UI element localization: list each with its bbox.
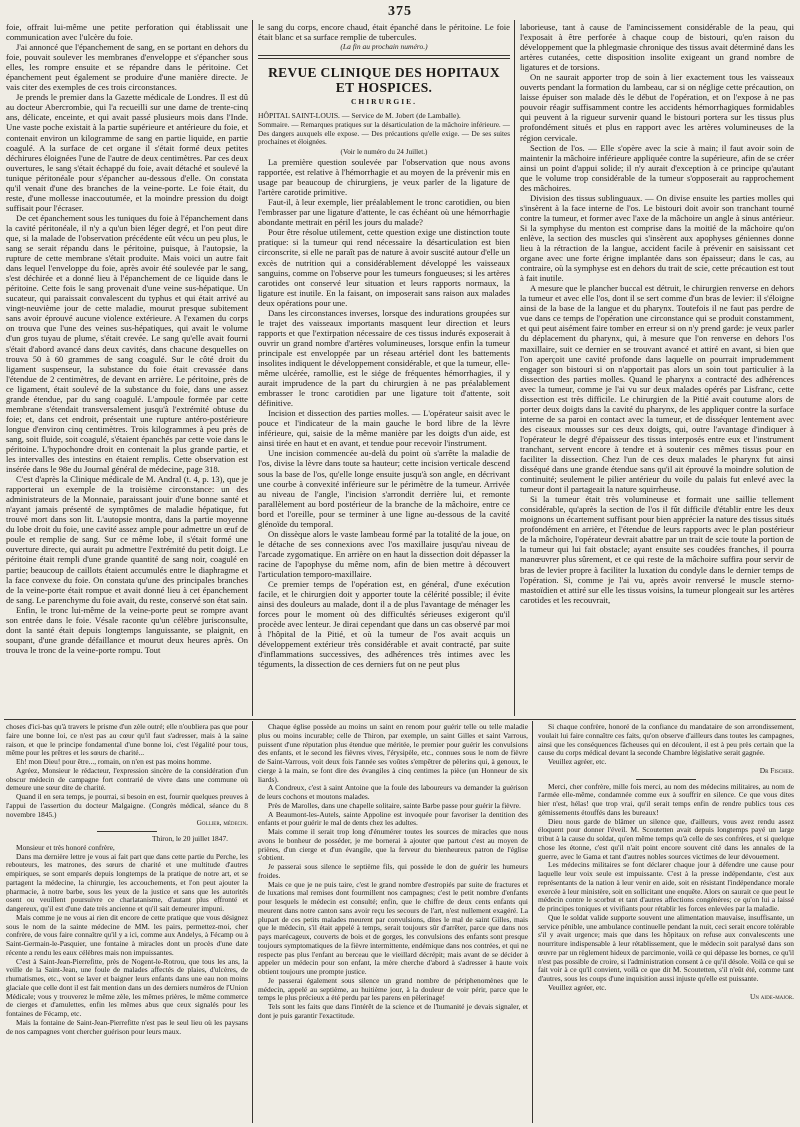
- paragraph: Veuillez agréer, etc.: [548, 757, 607, 766]
- separator: [97, 831, 157, 832]
- paragraph: Mais comme il serait trop long d'énumérer toutes les sources de miracles que nous avons le bonheur de posséder, je me bornerai à ajouter que partout c'est au moyen de prières, d'un cierge et d'un évangile, que la ferveur du bienheureux patron de l'église s'obtient.: [258, 827, 528, 863]
- salutation: Monsieur et très honoré confrère,: [16, 842, 115, 852]
- paragraph: Que le soldat valide supporte souvent une alimentation mauvaise, insuffisante, un service pénible, une ambulance continuelle pendant la nuit, ceci serait encore tolérable s'il y avait urgence; mais que dans les hôpitaux on refuse aux convalescents une nourriture indispensable à leur rétablissement, que le médecin soit paralysé dans son œuvre par un règlement hideux de parcimonie, voilà ce qui dépasse les bornes, ce qu'il n'est pas possible de croire, si l'administration consent à ce qu'il désole. Voilà ce qui se fait voir à ce qu'il convient, voilà ce que dit M. Scoutetten, s'il n'eût été, comme tant d'autres, sous les coups d'une inquisition aussi injuste qu'elle est puissante.: [538, 912, 794, 983]
- paragraph: choses d'ici-bas qu'à travers le prisme d'un zèle outré; elle n'oubliera pas que pour faire une bonne loi, ce n'est pas au cœur qu'il faut s'adresser, mais à la saine raison, et que le principe fondamental d'une bonne loi, c'est l'égalité pour tous, même pour les prêtres et les sœurs de charité...: [6, 723, 248, 758]
- paragraph: A Beaumont-les-Autels, sainte Appoline est invoquée pour favoriser la dentition des enfants et pour guérir le mal de dents chez les adultes.: [258, 809, 528, 828]
- paragraph: Dans ma dernière lettre je vous ai fait part que dans cette partie du Perche, les rebouteurs, les matrones, des sœurs de charité et une multitude d'autres empiriques, se sont emparés depuis longtemps de la pratique de notre art, et se partagent la médecine, la chirurgie, les accouchements, et l'on peut ajouter la pharmacie, à notre barbe, sous les yeux de la justice et sans que les autorités osent ou veuillent poursuivre ce charlatanisme, d'autant plus effronté et dangereux, qu'il est d'une date très ancienne et qu'il sait demeurer impuni.: [6, 851, 248, 913]
- bottom-column-3: [538, 723, 794, 1123]
- column-divider: [252, 20, 253, 716]
- paragraph: Je passerai sous silence le septième fils, qui possède le don de guérir les humeurs froides.: [258, 862, 528, 880]
- paragraph: le sang du corps, encore chaud, était épanché dans le péritoine. Le foie était blanc et sa surface remplie de tubercules.: [258, 22, 510, 43]
- paragraph: laborieuse, tant à cause de l'amincissement considérable de la peau, qui l'exposait à être perforée à chaque coup de bistouri, qu'en raison du développement que la phlegmasie chronique des tissus avait déterminé dans les artères cutanées, cette disposition insolite exigeant un grand nombre de ligatures et de torsions.: [520, 22, 794, 73]
- top-column-2: [258, 22, 510, 715]
- paragraph: Section de l'os. — Elle s'opère avec la scie à main; il faut avoir soin de maintenir la mâchoire inférieure appliquée contre la supérieure, afin de se créer ainsi un point d'appui solide; il n'y aurait d'exception à ce principe qu'autant que le volume trop considérable de la tumeur s'opposerait au rapprochement des mâchoires.: [520, 142, 794, 193]
- paragraph: La première question soulevée par l'observation que nous avons rapportée, est relative à l'hémorrhagie et au moyen de la prévenir mis en usage par beaucoup de chirurgiens, je veux parler de la ligature de l'artère carotide primitive.: [258, 157, 510, 198]
- paragraph: Si chaque confrère, honoré de la confiance du mandataire de son arrondissement, voulait lui faire connaître ces faits, qu'on observe d'ailleurs dans toutes les campagnes, ainsi que les conséquences fâcheuses qui en découlent, il est à peu près certain que la cause du corps médical devant la seconde Chambre législative serait gagnée.: [538, 723, 794, 758]
- paragraph: Eh! mon Dieu! pour être..., romain, on n'en est pas moins homme.: [16, 757, 212, 766]
- paragraph: Pour être résolue utilement, cette question exige une distinction toute pratique: si la tumeur qui rend nécessaire la désarticulation est bien circonscrite, si elle ne paraît pas de nature à avoir suscité autour d'elle un excès de nutrition qui a considérablement développé les vaisseaux sanguins, comme on l'observe pour les tumeurs fongueuses; si les artères carotides ont conservé leur situation et leurs rapports normaux, la ligature est inutile. En la faisant, on imposerait sans raison aux malades deux opérations pour une.: [258, 227, 510, 308]
- paragraph: Mais ce que je ne puis taire, c'est le grand nombre d'estropiés par suite de fractures et de luxations mal remises dont fourmillent nos campagnes; c'est le petit nombre d'enfants pour lesquels le médecin est consulté; enfin, que le chiffre de deux cents enfants qui meurent dans notre canton sans avoir reçu les secours de l'art, n'est nullement exagéré. La plupart de ces petits malades meurent par convulsions, dites le mal de saint Gilles, mais que le médecin, s'il était appelé à temps, serait toujours sûr d'arrêter, parce que dans nos pays marécageux, couverts de bois et de gorges, les convulsions des enfants sont presque toujours symptomatiques de la fièvre intermittente, endémique dans nos contrées, et qui ne respecte pas plus l'enfant au berceau que le vieillard décrépit; mais avant de se décider à appeler un médecin pour son enfant, la mère cherche d'abord à s'adresser à haute voix obtient toujours une prompte justice.: [258, 879, 528, 976]
- paragraph: Je prends le premier dans la Gazette médicale de Londres. Il est dû au docteur Abercrombie, qui l'a recueilli sur une dame de trente-cinq ans, délicate, enceinte, et qui avait passé plusieurs mois dans l'Inde. Une vaste poche existait à la partie supérieure et antérieure du foie, et contenait environ un kilogramme de sang en partie liquide, en partie coagulé. A la surface de cet organe il s'était formé deux petites déchirures éloignées l'une de l'autre de deux centimètres. Par ces deux ouvertures, le sang s'était échappé du foie, avait détaché et soulevé la tunique péritonéale pour s'épancher au-dessous d'elle. On constata qu'il venait d'une des branches de la veine-porte. Le foie était, du reste, d'une mollesse inaccoutumée, et la moindre pression du doigt suffisait pour l'écraser.: [6, 92, 248, 213]
- paragraph: Mais comme je ne vous ai rien dit encore de cette pratique que vous désignez sous le nom de la sainte médecine de MM. les pairs, permettez-moi, cher confrère, de vous faire connaître qu'il y a ici, comme aux Andelys, à Fécamp ou à Saint-Germain-le-Pasquier, une fontaine à miracles dont un procès d'une date récente a rendu les eaux célèbres mais non impuissantes.: [6, 912, 248, 957]
- paragraph: Enfin, le tronc lui-même de la veine-porte peut se rompre avant son entrée dans le foie. Vésale raconte qu'un célèbre jurisconsulte, dont la santé était depuis longtemps languissante, se plaignit, en soupant, d'une grande défaillance et mourut deux heures après. On trouva le tronc de la veine-porte rompu. Tout: [6, 604, 248, 655]
- column-divider: [514, 20, 515, 716]
- column-divider: [252, 721, 253, 1123]
- paragraph: C'est d'après la Clinique médicale de M. Andral (t. 4, p. 13), que je rapporterai un exemple de la troisième circonstance: un des administrateurs de la Monnaie, paraissant jouir d'une bonne santé et n'ayant jamais présenté de symptômes de maladie hépatique, fut trouvé mort dans son lit. L'autopsie montra, dans la partie moyenne du lobe droit du foie, une cavité assez ample pour admettre un œuf de poule et remplie de sang. Sur ce même lobe, il s'était formé une ouverture directe, qui aurait pu admettre l'extrémité du petit doigt. Le péritoine était rempli d'une grande quantité de sang noir, coagulé en partie; beaucoup de caillots étaient accumulés entre le diaphragme et la face convexe du foie. On constata qu'une des principales branches de la veine-porte était rompue et avait donné lieu à cet épanchement de sang. Le parenchyme du foie avait, du reste, conservé son état sain.: [6, 474, 248, 605]
- top-column-1: [6, 22, 248, 715]
- paragraph: C'est à Saint-Jean-Pierrefitte, près de Nogent-le-Rotrou, que tous les ans, la veille de la Saint-Jean, une foule de malades affectés de plaies, d'ulcères, de rhumatismes, etc., vont se laver et baigner leurs enfants dans une eau non moins glaciale que celle dont il est fait mention dans un des derniers numéros de l'Union Médicale; vous y trouverez le même zèle, les mêmes prières, le même commerce de cierges et d'amulettes, enfin les mêmes abus que ceux signalés pour les fontaines de Fécamp, etc.: [6, 956, 248, 1018]
- section-title: REVUE CLINIQUE DES HOPITAUX ET HOSPICES.: [268, 65, 500, 96]
- paragraph: Veuillez agréer, etc.: [548, 982, 607, 992]
- column-divider: [532, 721, 533, 1123]
- paragraph: Dieu nous garde de blâmer un silence que, d'ailleurs, vous avez rendu assez éloquent pour donner l'éveil. M. Scoutetten avait depuis longtemps payé un large tribut à la cause du soldat, qu'en même temps qu'à celle de ses confrères, et si quelque chose les étonne, c'est qu'il n'ait point encore souvent cité dans les annales de la guerre, avec le Gama et tant d'autres nobles sources victimes de leur dévouement.: [538, 816, 794, 861]
- paragraph: Mais la fontaine de Saint-Jean-Pierrefitte n'est pas le seul lieu où les paysans de nos campagnes vont chercher guérison pour leurs maux.: [6, 1017, 248, 1036]
- paragraph: Je passerai également sous silence un grand nombre de périphenomènes que le médecin, appelé au septième, au huitième jour, à la douleur de voir périr, parce que le temps le plus précieux a été perdu par les parens en pèlerinage!: [258, 975, 528, 1003]
- section-rule: [258, 55, 510, 59]
- bottom-column-2: [258, 723, 528, 1123]
- paragraph: Merci, cher confrère, mille fois merci, au nom des médecins militaires, au nom de l'armée elle-même, condamnée comme eux à souffrir en silence. Ce que vous dites hier n'est, hélas! que trop vrai, qu'il serait temps enfin de rendre publics tous ces gémissements étouffés dans les bureaux!: [538, 781, 794, 817]
- paragraph: Si la tumeur était très volumineuse et formait une saillie tellement considérable, qu'après la section de l'os il fût difficile d'établir entre les deux moignons un écartement suffisant pour bien apprécier la nature des tissus situés profondément en arrière, et l'étendue de leurs rapports avec le plan postérieur de la mâchoire, l'opérateur devrait abattre par un trait de scie toute la portion de la tumeur qui lui fait obstacle; ayant ensuite ses coudées franches, il pourra manœuvrer plus sûrement, et ce qui reste de la mâchoire suffira pour servir de bras de levier propre à faciliter la luxation du condyle dans le dernier temps de l'opération. Si, comme je l'ai vu, après avoir renversé le muscle sterno-mastoïdien et attiré sur elle les tissus voisins, la tumeur plongeait sur les artères carotides et les recouvrait,: [520, 494, 794, 605]
- paragraph: Faut-il, à leur exemple, lier préalablement le tronc carotidien, ou bien l'embrasser par une ligature d'attente, le cas échéant où une hémorrhagie abondante mettrait en péril les jours du malade?: [258, 197, 510, 228]
- hospital-line: HÔPITAL SAINT-LOUIS. — Service de M. Jobert (de Lamballe).: [258, 111, 461, 121]
- section-subtitle: CHIRURGIE.: [350, 97, 418, 107]
- paragraph: De cet épanchement sous les tuniques du foie à l'épanchement dans la cavité péritonéale, il n'y a qu'un bien léger degré, et l'on peut dire que, si la malade de l'observation précédente eût vécu un peu plus, le sang se serait répandu dans le péritoine, puisque, à l'autopsie, la rupture de cette membrane s'était produite. Mais voici un autre fait dans lequel l'enveloppe du foie, après avoir été soulevée par le sang, s'est déchirée et a donné lieu à l'épanchement de ce liquide dans le péritoine. Cette fois le sang provenait d'une veine sus-hépatique. Un sucateur, qui paraissait convalescent du typhus et qui était arrivé au vingt-neuvième jour de cette maladie, mourut presque subitement sans avoir éprouvé aucune violence extérieure. A l'examen du corps on trouva que l'une des veines sus-hépatiques, qui avait le volume d'un gros tuyau de plume, s'était crevée. Le sang qu'elle avait fourni s'était d'abord avancé dans deux cavités, dans chacune desquelles on trouva 50 à 60 grammes de sang coagulé. Sur le côté droit du ligament suspenseur, la substance du foie était crevassée dans l'étendue de 2 centimètres, de devant en arrière. Le péritoine, près de ce ligament, était soulevé de la substance du foie, dans une assez grande étendue, par du sang coagulé. L'ampoule formée par cette membrane s'étendait transversalement jusqu'à l'extrémité obtuse du foie; et, dans cet endroit, présentait une rupture antéro-postérieure longue d'environ cinq centimètres. Trois kilogrammes à peu près de sang, soit fluide, soit coagulé, s'étaient épanchés par cette voie dans le péritoine. L'hypochondre droit en contenait la plus grande partie, et les intervalles des intestins en étaient remplis. Cette observation est insérée dans le 98e du Journal général de médecine, page 318.: [6, 212, 248, 475]
- paragraph: A Condreux, c'est à saint Antoine que la foule des laboureurs va demander la guérison de leurs cochons et moutons malades.: [258, 783, 528, 801]
- paragraph: Ce premier temps de l'opération est, en général, d'une exécution facile, et le chirurgien doit y apporter toute la célérité possible; il évite ainsi des douleurs au malade, dont il a de plus l'avantage de ménager les forces pour le moment où des difficultés sérieuses exigeront qu'il procède avec lenteur. Je dirai cependant que dans un cas observé par moi à l'hôpital de la Pitié, et où la tumeur de l'os avait acquis un développement extérieur très considérable et avait contracté, par suite d'inflammations successives, des adhérences très intimes avec les téguments, la dissection de ces derniers fut on ne peut plus: [258, 579, 510, 670]
- continued-note: (La fin au prochain numéro.): [340, 42, 428, 52]
- paragraph: Une incision commencée au-delà du point où s'arrête la maladie de l'os, divise la lèvre dans toute sa hauteur; cette incision verticale descend sous la base de l'os, qu'elle longe ensuite jusqu'à son angle, en décrivant une courbe à convexité inférieure sur le périmètre de la tumeur. Arrivée au niveau de l'angle, l'incision s'arrondit derrière lui, et remonte parallèlement au bord postérieur de la branche de la mâchoire, entre ce bord et l'oreille, pour se terminer à une ligne au-dessous de la cavité glénoïde du temporal.: [258, 448, 510, 529]
- paragraph: Tels sont les faits que dans l'intérêt de la science et de l'humanité je devais signaler, et dont je puis garantir l'exactitude.: [258, 1002, 528, 1020]
- summary: Sommaire. — Remarques pratiques sur la désarticulation de la mâchoire inférieure. — Des dangers auxquels elle expose. — Des précautions qu'elle exige. — De ses suites prochaines et éloignées.: [258, 121, 510, 147]
- signature: Dr Fischer.: [759, 765, 794, 775]
- paragraph: Incision et dissection des parties molles. — L'opérateur saisit avec le pouce et l'indicateur de la main gauche le bord libre de la lèvre inférieure, qui, saisie de la même manière par les doigts d'un aide, est ainsi tirée en haut et en avant, et tendue pour recevoir l'instrument.: [258, 408, 510, 449]
- bottom-column-1: [6, 723, 248, 1123]
- signature: Un aide-major.: [750, 991, 794, 1001]
- paragraph: foie, offrait lui-même une petite perforation qui établissait une communication avec l'ulcère du foie.: [6, 22, 248, 43]
- separator: [636, 779, 696, 780]
- paragraph: Division des tissus sublinguaux. — On divise ensuite les parties molles qui s'insèrent à la face interne de l'os. Le bistouri doit avoir son tranchant tourné contre la tumeur, et former avec l'axe de la mâchoire un angle à sinus antérieur. Si la symphyse du menton est comprise dans la moitié de la mâchoire qu'on enlève, la section des muscles qui s'insèrent aux apophyses géniennes donne lieu à la rétraction de la langue, accident facile à prévenir en saisissant cet organe avec une forte érigne implantée dans son épaisseur; dans le cas, au contraire, où la symphyse est en dehors du trait de scie, cette précaution est tout à fait inutile.: [520, 192, 794, 284]
- paragraph: Quand il en sera temps, je pourrai, si besoin en est, fournir quelques preuves à l'appui de l'assertion du docteur Malgaigne. (Congrès médical, séance du 8 novembre 1845.): [6, 792, 248, 819]
- paragraph: Les médecins militaires se font déclarer chaque jour à défendre une cause pour laquelle leur voix seule est impuissante. C'est à la presse indépendante, c'est aux représentants de la nation à leur venir en aide, soit en résistant l'indépendance morale exercée à leur ministère, soit en sollicitant une enquête. Alors on saurait ce que peut le médecin contre le scorbut et tant d'autres affections congénères; ce qu'on lui a laissé de principes toniques et vivifiants pour rétablir les forces enlevées par la maladie.: [538, 860, 794, 913]
- paragraph: On dissèque alors le vaste lambeau formé par la totalité de la joue, on le détache de ses connexions avec l'os maxillaire jusqu'au niveau de l'arcade zygomatique. En arrière on en haut la dissection doit dépasser la racine de l'apophyse du même nom, afin de bien mettre à découvert l'articulation temporo-maxillaire.: [258, 528, 510, 579]
- date-reference: (Voir le numéro du 24 Juillet.): [340, 148, 428, 157]
- page-number: 375: [388, 4, 412, 19]
- paragraph: Près de Marolles, dans une chapelle solitaire, sainte Barbe passe pour guérir la fièvre.: [268, 800, 521, 810]
- signature: Gollier, médecin.: [196, 818, 248, 828]
- paragraph: Chaque église possède au moins un saint en renom pour guérir telle ou telle maladie plus ou moins incurable; celle de Thiron, par exemple, un saint Gilles et saint Varrous, puissent d'une réputation plus étendue que méritée, le premier pour guérir les convulsions des enfants, et le second les fièvres vives, l'érysipèle, etc., connues sous le nom de fièvre de Saint-Varrous, voit deux fois l'année ses voûtes s'empêtrer de pèlerins qui, à genoux, le cierge à la main, se font dire des évangiles à cinq centimes la pièce (un Honneur de six liards).: [258, 723, 528, 784]
- top-column-3: [520, 22, 794, 715]
- paragraph: Dans les circonstances inverses, lorsque des indurations groupées sur le trajet des vaisseaux importants masquent leur direction et leurs rapports et que l'extirpation nécessaire de ces tissus indurés exposerait à ouvrir un grand nombre d'artères volumineuses, lorsque enfin la tumeur principale est enveloppée par un réseau artériel dont les battements insolites indiquent le développement considérable, et que la tumeur, elle-même ulcérée, ramollie, est le siége de fréquentes hémorrhagies, il y aurait imprudence de la part du chirurgien à ne pas préalablement embrasser le tronc carotidien par une ligature toit d'attente, soit définitive.: [258, 307, 510, 409]
- paragraph: J'ai annoncé que l'épanchement de sang, en se portant en dehors du foie, pouvait soulever les membranes d'enveloppe et s'épancher sous elles, les rompre ensuite et se répandre dans le péritoine. Cet épanchement peut également se produire d'une manière directe. Je vais citer des exemples de ces trois circonstances.: [6, 42, 248, 93]
- dateline: Thiron, le 20 juillet 1847.: [152, 834, 228, 843]
- paragraph: A mesure que le plancher buccal est détruit, le chirurgien renverse en dehors la tumeur et avec elle l'os, dont il se sert comme d'un bras de levier: il s'éloigne ainsi de la base de la langue et du pharynx. Toutefois il ne faut pas perdre de vue dans ce temps de l'opération une circonstance qui se produit constamment, et qui peut aisément faire tomber en erreur si on n'y prend garde: je veux parler du déplacement du pharynx, qui, à mesure que l'on renverse en dehors l'os maxillaire, suit ce dernier en se trouvant avancé et attiré en avant, si bien que l'on aperçoit une cavité profonde dans laquelle on pourrait imprudemment engager son bistouri si on n'apportait pas alors un soin tout particulier à la dissection des parties molles. Quand le pharynx a contracté des adhérences avec la tumeur, comme je l'ai vu sur deux malades opérés par Lisfranc, cette dissection est très difficile. Le chirurgien de la Pitié avait coutume alors de porter deux doigts dans la cavité du pharynx, de les appliquer contre la surface interne de sa paroi en contact avec la tumeur, et de disséquer lentement avec des ciseaux mousses sur ces deux doigts, qui, outre l'avantage d'indiquer à l'opérateur le degré d'épaisseur des tissus interposés entre eux et l'instrument tranchant, servent encore à tendre et à soutenir ces mêmes tissus pour en faciliter la dissection. Chez l'un de ces deux malades le pharynx fut ainsi disséqué dans une grande étendue sans qu'il ait éprouvé la moindre solution de continuité; seulement le pilier antérieur du voile du palais fut enlevé avec la tumeur dont il partageait la nature squirrheuse.: [520, 283, 794, 495]
- section-divider: [4, 719, 796, 720]
- paragraph: Agréez, Monsieur le rédacteur, l'expression sincère de la considération d'un obscur médecin de campagne fort contrarié de vivre dans une commune où demeure une sœur dite de charité.: [6, 765, 248, 793]
- paragraph: On ne saurait apporter trop de soin à lier exactement tous les vaisseaux ouverts pendant la formation du lambeau, car si on néglige cette précaution, on laisse épuiser son malade dès le début de l'opération, et on l'expose à ne pas pouvoir réagir suffisamment contre les accidents hémorrhagiques formidables qui peuvent à la rigueur survenir quand le bistouri portera sur les tissus plus profondément situés et plus en rapport avec les artères volumineuses de la région cervicale.: [520, 72, 794, 143]
